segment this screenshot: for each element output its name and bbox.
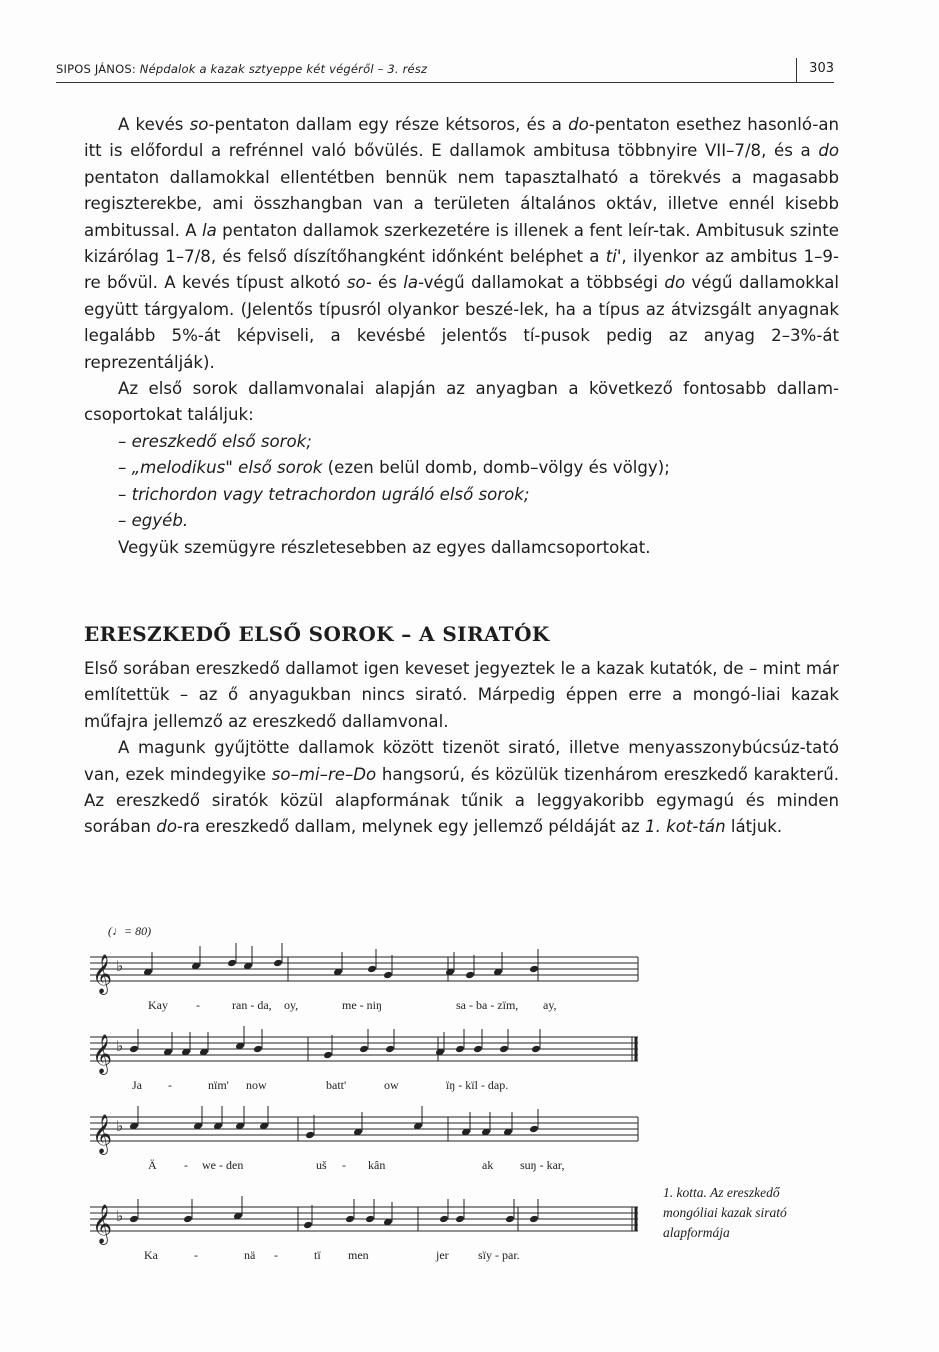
lyric-syllable: sïy - par. bbox=[478, 1248, 520, 1262]
note-head bbox=[473, 1045, 483, 1054]
note-head bbox=[305, 1131, 315, 1140]
paragraph: – egyéb. bbox=[118, 511, 189, 531]
music-score bbox=[88, 905, 658, 1285]
header-author: SIPOS JÁNOS: bbox=[56, 62, 136, 76]
note-head bbox=[129, 1215, 139, 1224]
lyric-syllable: ay, bbox=[543, 998, 557, 1012]
lyric-syllable: kân bbox=[368, 1158, 386, 1172]
flat-key-signature: ♭ bbox=[116, 1207, 124, 1225]
lyric-syllable: tï bbox=[314, 1248, 321, 1262]
note-head bbox=[359, 1045, 369, 1054]
lyric-syllable: ow bbox=[384, 1078, 399, 1092]
note-head bbox=[439, 1215, 449, 1224]
note-head bbox=[365, 1215, 375, 1224]
paragraph: – „melodikus" első sorok (ezen belül domb, domb–völgy és völgy); bbox=[118, 458, 670, 478]
note-head bbox=[323, 1051, 333, 1060]
note-head bbox=[499, 1045, 509, 1054]
lyric-syllable: - bbox=[196, 998, 200, 1012]
lyric-syllable: uš bbox=[316, 1158, 327, 1172]
lyric-syllable: men bbox=[348, 1248, 369, 1262]
lyric-syllable: suŋ - kar, bbox=[520, 1158, 565, 1172]
caption-line: mongóliai kazak sirató bbox=[663, 1205, 787, 1220]
note-head bbox=[273, 959, 283, 968]
lyric-syllable: oy, bbox=[284, 998, 299, 1012]
note-head bbox=[455, 1045, 465, 1054]
paragraph: Vegyük szemügyre részletesebben az egyes dallamcsoportokat. bbox=[118, 537, 651, 557]
body-text-bottom bbox=[84, 656, 839, 841]
lyric-syllable: nïm' bbox=[208, 1078, 229, 1092]
tempo-marking: (♩= 80) bbox=[108, 924, 152, 938]
note-head bbox=[455, 1215, 465, 1224]
figure-caption bbox=[663, 1183, 843, 1243]
note-head bbox=[367, 965, 377, 974]
flat-key-signature: ♭ bbox=[116, 1117, 124, 1135]
note-head bbox=[303, 1221, 313, 1230]
note-head bbox=[529, 1125, 539, 1134]
paragraph: – ereszkedő első sorok; bbox=[118, 431, 312, 451]
lyric-syllable: Kay bbox=[148, 998, 168, 1012]
note-head bbox=[531, 1045, 541, 1054]
header-separator bbox=[796, 58, 797, 82]
section-heading: ERESZKEDŐ ELSŐ SOROK – A SIRATÓK bbox=[84, 622, 550, 646]
paragraph: A kevés so-pentaton dallam egy része kétsoros, és a do-pentaton esethez hasonló-an itt is előfordul a refrénnel való bővülés. E dallamok ambitusa többnyire VII–7/8, és a do pentaton dallamokkal ellentétben bennük nem tapasztalható a törekvés a magasabb regiszterekbe, ami összhangban van a területen általános oktáv, illetve ennél kisebb ambitussal. A la pentaton dallamok szerkezetére is illenek a fent leír-tak. Ambitusuk szinte kizárólag 1–7/8, és felső díszítőhangként időnként beléphet a ti', ilyenkor az ambitus 1–9-re bővül. A kevés típust alkotó so- és la-végű dallamokat a többségi do végű dallamokkal együtt tárgyalom. (Jelentős típusról olyankor beszé-lek, ha a típus az átvizsgált anyagnak legalább 5%-át képviseli, a kevésbé jelentős tí-pusok pedig az anyag 2–3%-át reprezentálják). bbox=[84, 115, 840, 372]
note-head bbox=[383, 971, 393, 980]
header-title bbox=[56, 62, 427, 76]
note-head bbox=[129, 1045, 139, 1054]
lyric-syllable: me - niŋ bbox=[342, 998, 382, 1012]
note-head bbox=[529, 1215, 539, 1224]
lyric-syllable: - bbox=[168, 1078, 172, 1092]
note-head bbox=[529, 965, 539, 974]
note-head bbox=[227, 959, 237, 968]
paragraph: Az első sorok dallamvonalai alapján az anyagban a következő fontosabb dallam-csoportokat találjuk: bbox=[84, 379, 839, 425]
note-head bbox=[183, 1215, 193, 1224]
body-text-top bbox=[84, 112, 839, 561]
treble-clef-icon: 𝄞 bbox=[92, 1034, 113, 1074]
lyric-syllable: nä bbox=[244, 1248, 256, 1262]
note-head bbox=[465, 971, 475, 980]
lyric-syllable: ak bbox=[482, 1158, 494, 1172]
lyric-syllable: - bbox=[274, 1248, 278, 1262]
paragraph: Első sorában ereszkedő dallamot igen keveset jegyeztek le a kazak kutatók, de – mint már említettük – az ő anyagukban nincs sirató. Márpedig éppen erre a mongó-liai kazak műfajra jellemző az ereszkedő dallamvonal. bbox=[84, 659, 839, 731]
page-number: 303 bbox=[809, 61, 834, 76]
paragraph: – trichordon vagy tetrachordon ugráló első sorok; bbox=[118, 484, 530, 504]
lyric-syllable: sa - ba - zïm, bbox=[456, 998, 519, 1012]
lyric-syllable: - bbox=[184, 1158, 188, 1172]
lyric-syllable: - bbox=[194, 1248, 198, 1262]
note-head bbox=[345, 1215, 355, 1224]
caption-line: 1. kotta. Az ereszkedő bbox=[663, 1185, 780, 1200]
flat-key-signature: ♭ bbox=[116, 957, 124, 975]
lyric-syllable: ïŋ - kïl - dap. bbox=[446, 1078, 509, 1092]
lyric-syllable: now bbox=[246, 1078, 267, 1092]
running-header bbox=[56, 60, 834, 83]
note-head bbox=[253, 1045, 263, 1054]
lyric-syllable: jer bbox=[436, 1248, 449, 1262]
lyric-syllable: - bbox=[342, 1158, 346, 1172]
note-head bbox=[385, 1045, 395, 1054]
lyric-syllable: batt' bbox=[326, 1078, 347, 1092]
lyric-syllable: Ka bbox=[144, 1248, 158, 1262]
note-head bbox=[505, 1215, 515, 1224]
treble-clef-icon: 𝄞 bbox=[92, 1204, 113, 1244]
treble-clef-icon: 𝄞 bbox=[92, 954, 113, 994]
lyric-syllable: ran - da, bbox=[232, 998, 272, 1012]
lyric-syllable: Ja bbox=[132, 1078, 142, 1092]
caption-line: alapformája bbox=[663, 1225, 730, 1240]
lyric-syllable: Ä bbox=[148, 1158, 157, 1172]
lyric-syllable: we - den bbox=[202, 1158, 244, 1172]
flat-key-signature: ♭ bbox=[116, 1037, 124, 1055]
treble-clef-icon: 𝄞 bbox=[92, 1114, 113, 1154]
paragraph: A magunk gyűjtötte dallamok között tizenöt sirató, illetve menyasszonybúcsúz-tató van, ezek mindegyike so–mi–re–Do hangsorú, és közülük tizenhárom ereszkedő karakterű. Az ereszkedő siratók közül alapformának tűnik a leggyakoribb egymagú és minden sorában do-ra ereszkedő dallam, melynek egy jellemző példáját az 1. kot-tán látjuk. bbox=[84, 738, 839, 837]
header-article-title: Népdalok a kazak sztyeppe két végéről – 3. rész bbox=[139, 62, 428, 76]
